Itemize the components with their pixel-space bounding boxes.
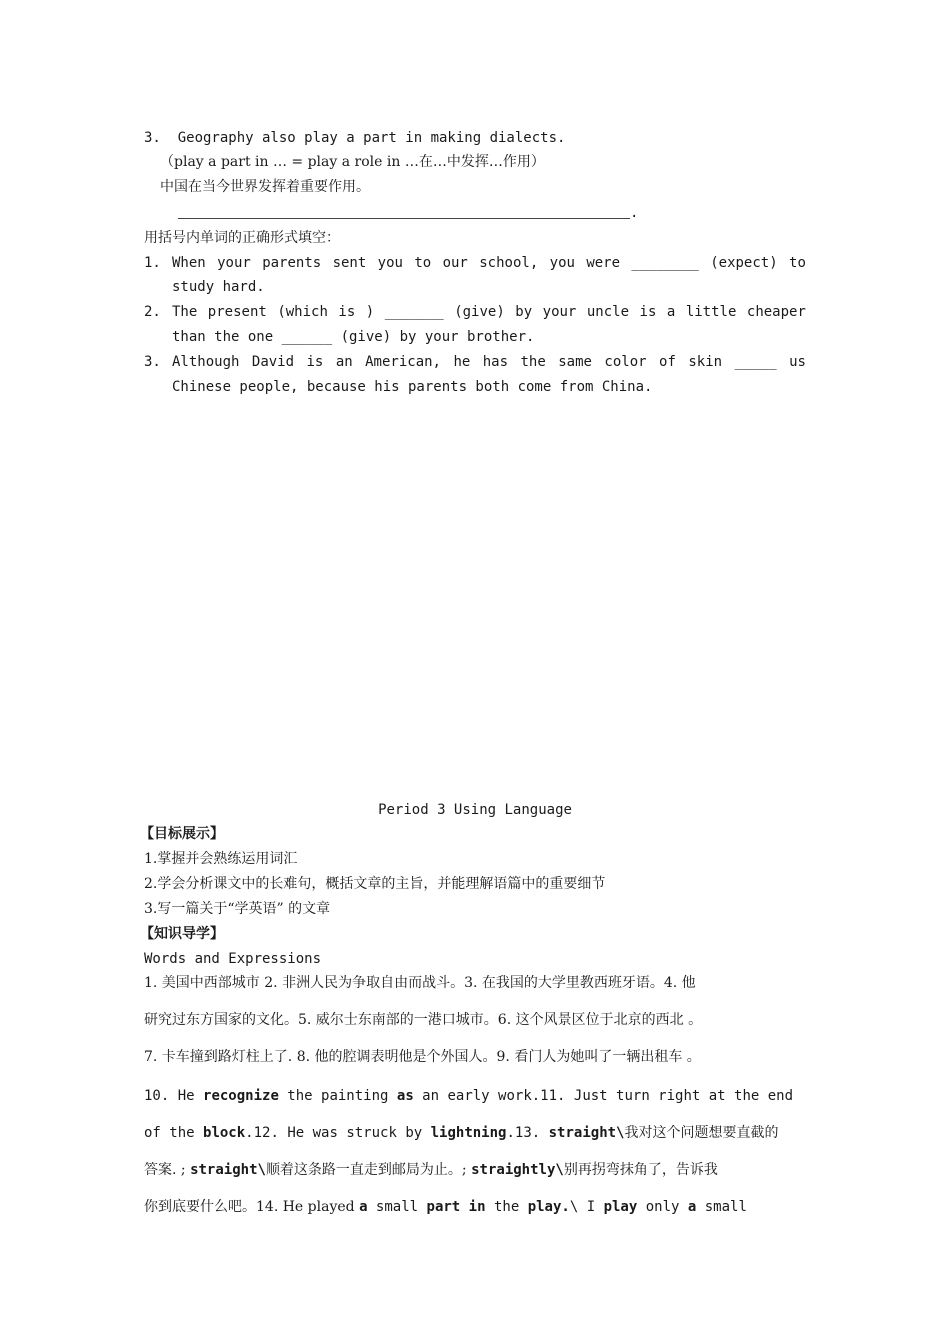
word: ) bbox=[365, 304, 375, 320]
word: ________ bbox=[631, 255, 699, 271]
keyword: play. bbox=[527, 1199, 570, 1215]
word: has bbox=[482, 354, 509, 370]
text-run: small bbox=[367, 1199, 427, 1215]
q3-line1 bbox=[172, 353, 806, 371]
goal-heading: 【目标展示】 bbox=[140, 826, 224, 842]
exercise-line bbox=[144, 1087, 793, 1105]
exercise-line: 1. 美国中西部城市 2. 非洲人民为争取自由而战斗。3. 在我国的大学里教西班牙语。4. 他 bbox=[144, 975, 696, 991]
word: (which bbox=[277, 304, 328, 320]
q1-number: 1. bbox=[144, 255, 161, 271]
text-run: 别再拐弯抹角了，告诉我 bbox=[563, 1162, 718, 1178]
keyword: as bbox=[396, 1088, 414, 1104]
text-run: small bbox=[696, 1199, 747, 1215]
q2-number: 2. bbox=[144, 304, 161, 320]
q2-line2: than the one ______ (give) by your brother. bbox=[172, 329, 535, 345]
text-run: \ I bbox=[569, 1199, 604, 1215]
fill-heading: 用括号内单词的正确形式填空： bbox=[144, 230, 340, 246]
keyword: straight\ bbox=[190, 1162, 266, 1178]
exercise-line: 研究过东方国家的文化。5. 威尔士东南部的一港口城市。6. 这个风景区位于北京的西北 。 bbox=[144, 1012, 703, 1028]
word: your bbox=[217, 255, 251, 271]
keyword: lightning bbox=[430, 1125, 507, 1141]
word: of bbox=[659, 354, 676, 370]
word: is bbox=[306, 354, 324, 370]
word: little bbox=[685, 304, 737, 320]
word: is bbox=[639, 304, 657, 320]
word: _______ bbox=[384, 304, 444, 320]
word: Although bbox=[172, 354, 240, 370]
word: school, bbox=[479, 255, 539, 271]
word: sent bbox=[332, 255, 367, 271]
word: present bbox=[207, 304, 267, 320]
word: were bbox=[586, 255, 621, 271]
keyword: straight\ bbox=[548, 1125, 625, 1141]
word: color bbox=[604, 354, 647, 370]
keyword: a bbox=[359, 1199, 368, 1215]
keyword: a bbox=[687, 1199, 697, 1215]
words-heading: Words and Expressions bbox=[144, 951, 322, 967]
word: you bbox=[549, 255, 575, 271]
word: skin bbox=[688, 354, 723, 370]
word: your bbox=[542, 304, 577, 320]
text-run: 顺着这条路一直走到邮局为止。; bbox=[265, 1162, 472, 1178]
answer-period: . bbox=[630, 205, 639, 221]
text-run: .13. bbox=[506, 1125, 549, 1141]
text-run: .12. He was struck by bbox=[245, 1125, 431, 1141]
text-run: 10. He bbox=[144, 1088, 204, 1104]
exercise-line bbox=[144, 1124, 778, 1142]
word: he bbox=[453, 354, 471, 370]
text-run: of the bbox=[144, 1125, 204, 1141]
phrase-note: （play a part in … = play a role in …在…中发挥…作用） bbox=[160, 154, 545, 170]
text-run: 我对这个问题想要直截的 bbox=[624, 1125, 779, 1141]
word: American, bbox=[365, 354, 441, 370]
word: The bbox=[172, 304, 198, 320]
word: uncle bbox=[586, 304, 630, 320]
keyword: part in bbox=[426, 1199, 486, 1215]
q3-number: 3. bbox=[144, 354, 161, 370]
word: parents bbox=[262, 255, 322, 271]
word: a bbox=[666, 304, 676, 320]
keyword: block bbox=[203, 1125, 246, 1141]
keyword: recognize bbox=[203, 1088, 279, 1104]
keyword: straightly\ bbox=[471, 1162, 564, 1178]
word: (expect) bbox=[710, 255, 778, 271]
translate-prompt: 中国在当今世界发挥着重要作用。 bbox=[160, 179, 370, 195]
word: to bbox=[414, 255, 432, 271]
word: to bbox=[789, 255, 806, 271]
goal-item: 2.学会分析课文中的长难句，概括文章的主旨，并能理解语篇中的重要细节 bbox=[144, 876, 606, 892]
goal-item: 3.写一篇关于“学英语” 的文章 bbox=[144, 901, 331, 917]
word: you bbox=[377, 255, 403, 271]
word: same bbox=[558, 354, 592, 370]
word: _____ bbox=[734, 354, 777, 370]
word: by bbox=[515, 304, 533, 320]
text-run: the bbox=[485, 1199, 528, 1215]
text-run: the painting bbox=[278, 1088, 397, 1104]
text-run: only bbox=[637, 1199, 688, 1215]
exercise-line: 7. 卡车撞到路灯柱上了. 8. 他的腔调表明他是个外国人。9. 看门人为她叫了一辆出租车 。 bbox=[144, 1049, 701, 1065]
word: David bbox=[251, 354, 295, 370]
period-title: Period 3 Using Language bbox=[378, 802, 572, 818]
text-run: 你到底要什么吧。14. He played bbox=[144, 1199, 360, 1215]
q2-line1 bbox=[172, 303, 806, 321]
text-run: an early work.11. Just turn right at the end bbox=[413, 1088, 794, 1104]
word: us bbox=[789, 354, 806, 370]
text-run: 答案. ; bbox=[144, 1162, 191, 1178]
exercise-line bbox=[144, 1161, 718, 1179]
q1-line1 bbox=[172, 254, 806, 272]
guide-heading: 【知识导学】 bbox=[140, 926, 224, 942]
word: cheaper bbox=[746, 304, 806, 320]
goal-item: 1.掌握并会熟练运用词汇 bbox=[144, 851, 298, 867]
word: When bbox=[172, 255, 206, 271]
item-3-sentence: 3. Geography also play a part in making dialects. bbox=[144, 130, 566, 146]
q1-line2: study hard. bbox=[172, 279, 265, 295]
q3-line2: Chinese people, because his parents both come from China. bbox=[172, 379, 653, 395]
exercise-line bbox=[144, 1198, 747, 1216]
answer-blank-line[interactable] bbox=[178, 218, 630, 219]
word: is bbox=[338, 304, 356, 320]
word: (give) bbox=[454, 304, 505, 320]
word: an bbox=[335, 354, 353, 370]
keyword: play bbox=[603, 1199, 638, 1215]
word: our bbox=[442, 255, 468, 271]
word: the bbox=[520, 354, 546, 370]
